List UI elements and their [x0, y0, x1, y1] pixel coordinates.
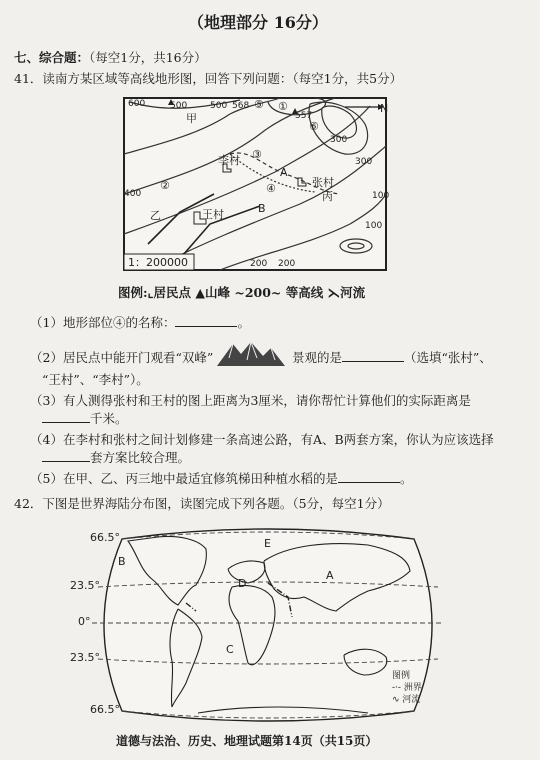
- q41-item-4-line2: [42, 450, 190, 466]
- region-b: B: [118, 555, 126, 568]
- item-text: 套方案比较合理。: [90, 450, 191, 465]
- q42-intro: 42．下图是世界海陆分布图，读图完成下列各题。（5分，每空1分）: [14, 496, 390, 511]
- legend-settlement: 居民点: [153, 285, 191, 300]
- lat-label: 23.5°: [70, 579, 100, 592]
- contour-label: 200: [250, 259, 268, 269]
- item-text: 。: [237, 315, 250, 330]
- q41-item-1: [30, 315, 250, 331]
- q41-item-3-line2: [42, 411, 128, 427]
- item-text: （选填“张村”、: [404, 350, 492, 365]
- contour-label: 200: [278, 259, 296, 269]
- answer-blank[interactable]: [342, 350, 404, 362]
- contour-label: 300: [355, 157, 373, 167]
- region-e: E: [264, 537, 271, 550]
- place-li: 李村: [218, 154, 240, 167]
- q41-item-5: [30, 471, 412, 487]
- lat-label: 23.5°: [70, 651, 100, 664]
- page-footer: 道德与法治、历史、地理试题第14页（共15页）: [116, 734, 378, 748]
- section-heading-label: 七、综合题：: [14, 50, 90, 65]
- contour-label: 500: [170, 101, 188, 111]
- item-text: （5）在甲、乙、丙三地中最适宜修筑梯田种植水稻的是: [30, 471, 338, 486]
- river-icon: ⋋: [327, 285, 341, 300]
- item-text: 。: [399, 471, 413, 486]
- q41-intro: 41．读南方某区域等高线地形图，回答下列问题：（每空1分，共5分）: [14, 71, 403, 86]
- contour-label: 400: [124, 189, 142, 199]
- q41-item-3: （3）有人测得张村和王村的图上距离为3厘米，请你帮忙计算他们的实际距离是: [30, 393, 471, 408]
- section-note: （每空1分，共16分）: [89, 50, 207, 65]
- marker-5: ⑤: [254, 98, 264, 111]
- item-text: 千米。: [90, 411, 128, 426]
- item-text: 景观的是: [292, 350, 343, 365]
- legend-contour: ~200~ 等高线: [234, 285, 324, 300]
- legend-river: [392, 694, 422, 706]
- legend-continent: [392, 682, 422, 694]
- continent-boundary-icon: ‐·‐: [392, 683, 401, 693]
- route-a: A: [280, 166, 288, 179]
- place-jia: 甲: [186, 112, 197, 125]
- contour-map: [110, 94, 395, 276]
- q41-item-4: （4）在李村和张村之间计划修建一条高速公路，有A、B两套方案，你认为应该选择: [30, 432, 494, 447]
- answer-blank[interactable]: [338, 471, 400, 483]
- marker-1: ①: [278, 100, 288, 113]
- scale-label: 1：200000: [128, 256, 188, 269]
- region-c: C: [226, 643, 234, 656]
- river-icon: ∿: [392, 695, 400, 705]
- place-zhang: 张村: [312, 176, 334, 189]
- peak-elevation: 568: [232, 101, 250, 111]
- legend-river-label: 河流: [402, 695, 421, 705]
- q41-item-2: [30, 350, 213, 366]
- lat-label: 0°: [78, 615, 91, 628]
- contour-label: 500: [210, 101, 228, 111]
- q41-item-2-line2: “王村”、“李村”）。: [42, 372, 149, 387]
- legend-continent-label: 洲界: [403, 683, 422, 693]
- lat-label: 66.5°: [90, 531, 120, 544]
- item-text: （2）居民点中能开门观看“双峰”: [30, 350, 214, 365]
- legend-peak: 山峰: [204, 285, 230, 300]
- place-wang: 王村: [202, 208, 224, 221]
- legend-title: 图例: [392, 671, 411, 681]
- legend-prefix: 图例:: [118, 285, 148, 300]
- contour-label: 300: [330, 135, 348, 145]
- contour-label: 600: [128, 99, 146, 109]
- place-yi: 乙: [150, 209, 161, 222]
- answer-blank[interactable]: [42, 450, 90, 462]
- world-map-legend: [392, 670, 422, 706]
- item-text: （1）地形部位④的名称：: [30, 315, 176, 330]
- answer-blank[interactable]: [175, 315, 237, 327]
- marker-3: ③: [252, 148, 262, 161]
- page-title: （地理部分 16分）: [188, 13, 328, 32]
- region-a: A: [326, 569, 334, 582]
- place-bing: 丙: [322, 190, 333, 203]
- marker-4: ④: [266, 182, 276, 195]
- peak-icon: ▲: [195, 285, 205, 300]
- answer-blank[interactable]: [42, 411, 90, 423]
- twin-peaks-icon: [215, 338, 287, 368]
- settlement-icon: ⌞: [147, 285, 154, 300]
- marker-2: ②: [160, 179, 170, 192]
- peak-elevation: 557: [295, 111, 313, 121]
- q41-item-2-cont: [292, 350, 492, 366]
- north-label: N: [380, 102, 389, 115]
- contour-label: 100: [372, 191, 390, 201]
- legend-river: 河流: [340, 285, 366, 300]
- contour-label: 100: [365, 221, 383, 231]
- marker-6: ⑥: [309, 120, 319, 133]
- map-legend: [118, 285, 365, 301]
- section-heading: [14, 50, 207, 66]
- route-b: B: [258, 202, 266, 215]
- lat-label: 66.5°: [90, 703, 120, 716]
- region-d: D: [238, 577, 247, 590]
